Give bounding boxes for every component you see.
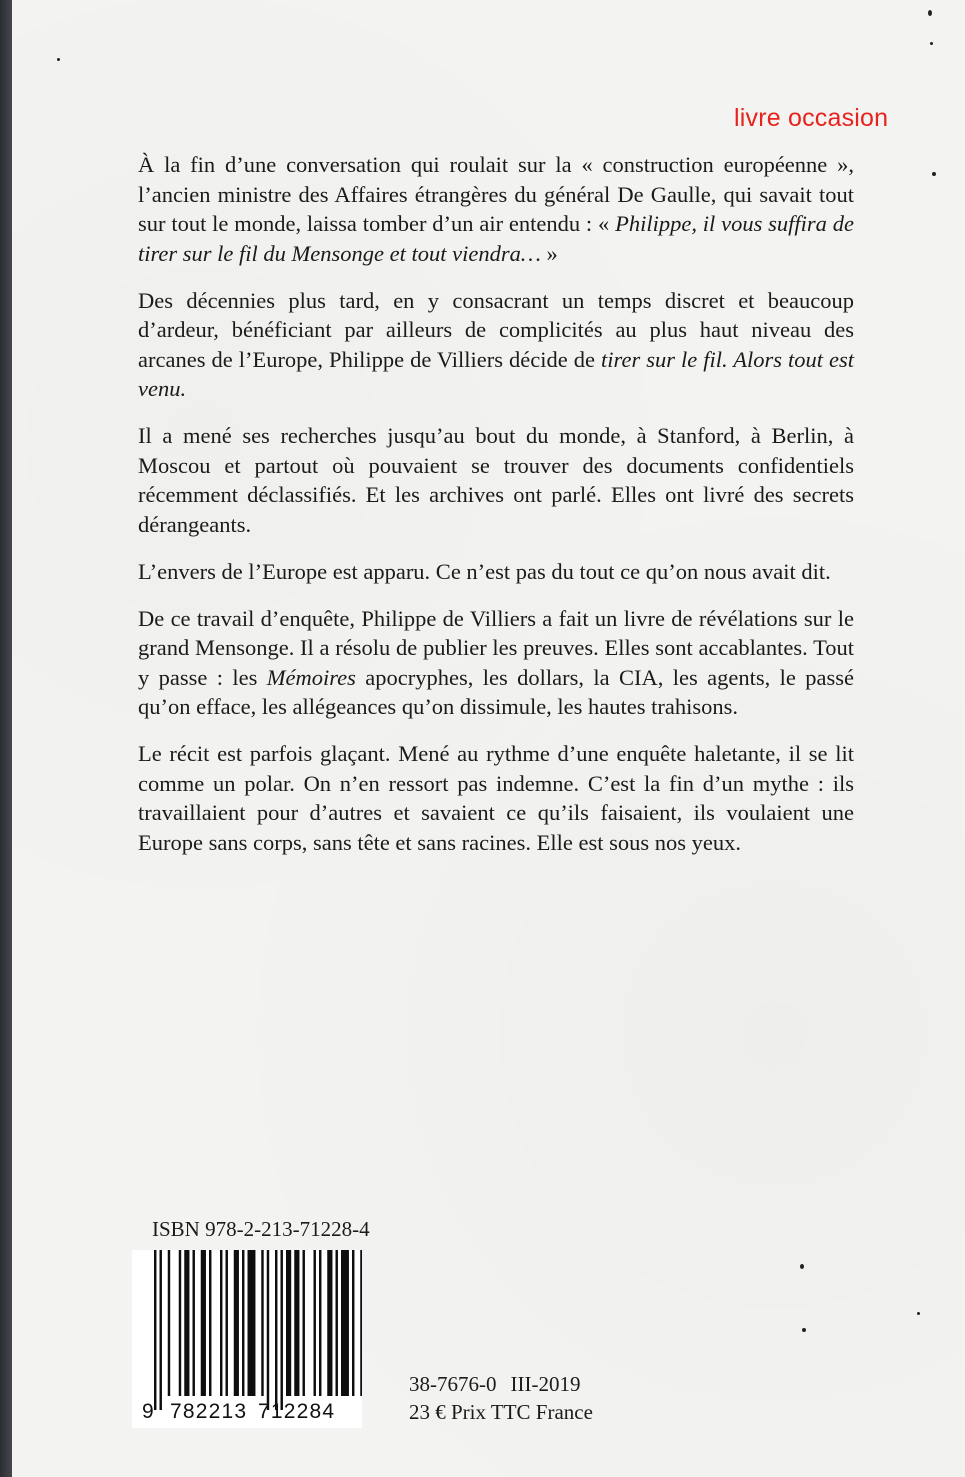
barcode-bar <box>234 1250 239 1396</box>
dust-speck <box>928 10 932 16</box>
blurb-paragraph-3: Il a mené ses recherches jusqu’au bout du monde, à Stanford, à Berlin, à Moscou et partout où pouvaient se trouver des documents confidentiels récemment déclassifiés. Et les archives ont parlé. Elles ont livré des secrets dérangeants. <box>138 423 854 537</box>
used-book-label: livre occasion <box>734 104 889 132</box>
barcode-graphic <box>132 1250 362 1428</box>
barcode-bar <box>341 1250 349 1396</box>
back-cover-blurb <box>138 150 854 875</box>
dust-speck <box>800 1264 804 1269</box>
barcode-bar <box>168 1250 170 1396</box>
barcode-bar <box>179 1250 181 1396</box>
barcode-bar <box>154 1250 156 1410</box>
barcode-bar <box>184 1250 189 1396</box>
blurb-p2-text: Des décennies plus tard, en y consacrant un temps discret et beaucoup d’ardeur, bénéficiant par ailleurs de complicités au plus haut niveau des arcanes de l’Europe, Philippe de Villiers décide de <box>138 287 854 372</box>
barcode-bar <box>360 1250 362 1396</box>
barcode-bar <box>220 1250 222 1396</box>
barcode-bar <box>209 1250 211 1396</box>
barcode-digits-left: 782213 <box>170 1400 248 1423</box>
barcode-bar <box>281 1250 283 1410</box>
barcode-digit-first: 9 <box>142 1400 154 1423</box>
blurb-p2-italic: tirer sur le fil. Alors tout est venu. <box>138 346 854 401</box>
barcode-bar <box>201 1250 206 1396</box>
blurb-paragraph-1 <box>138 150 854 268</box>
dust-speck <box>932 172 936 176</box>
barcode-bar <box>275 1250 277 1410</box>
blurb-p5-italic: Mémoires <box>266 664 356 690</box>
dust-speck <box>57 58 60 61</box>
dust-speck <box>930 42 933 45</box>
blurb-p1-close: » <box>540 240 558 266</box>
barcode-digits-right: 712284 <box>258 1400 336 1423</box>
blurb-paragraph-2 <box>138 286 854 404</box>
barcode-bar <box>286 1250 291 1396</box>
barcode-bar <box>160 1250 162 1410</box>
blurb-paragraph-5 <box>138 604 854 722</box>
blurb-p5-text: De ce travail d’enquête, Philippe de Villiers a fait un livre de révélations sur le grand Mensonge. Il a résolu de publier les preuves. Elles sont accablantes. Tout y passe : les <box>138 605 854 690</box>
back-cover <box>12 0 965 1477</box>
barcode-bar <box>242 1250 244 1396</box>
dust-speck <box>802 1328 806 1332</box>
publisher-info <box>409 1370 593 1426</box>
barcode-bar <box>319 1250 321 1396</box>
publisher-code-line <box>409 1370 593 1398</box>
barcode-bar <box>193 1250 195 1396</box>
publisher-code: 38-7676-0 <box>409 1372 497 1396</box>
barcode-bar <box>294 1250 299 1396</box>
barcode-bar <box>336 1250 338 1396</box>
barcode-bar <box>226 1250 228 1396</box>
barcode-bar <box>248 1250 256 1396</box>
blurb-paragraph-6: Le récit est parfois glaçant. Mené au rythme d’une enquête haletante, il se lit comme un polar. On n’en ressort pas indemne. C’est la fin d’un mythe : ils travaillaient pour d’autres et savaient ce qu’ils faisaient, ils voulaient une Europe sans corps, sans tête et sans racines. Elle est sous nos yeux. <box>138 741 854 855</box>
price-line: 23 € Prix TTC France <box>409 1400 593 1424</box>
dust-speck <box>917 1312 920 1315</box>
blurb-p1-text: À la fin d’une conversation qui roulait sur la « construction européenne », l’ancien ministre des Affaires étrangères du général De Gaulle, qui savait tout sur tout le monde, laissa tomber d’un air entendu : « <box>138 152 854 236</box>
barcode-bar <box>267 1250 269 1410</box>
publication-date: III-2019 <box>510 1372 581 1396</box>
isbn-label: ISBN 978-2-213-71228-4 <box>152 1217 370 1241</box>
barcode-bar <box>261 1250 263 1396</box>
blurb-p1-quote: Philippe, il vous suffira de tirer sur le fil du Mensonge et tout viendra… <box>138 211 854 266</box>
blurb-p5-text-end: apocryphes, les dollars, la CIA, les agents, le passé qu’on efface, les allégeances qu’on dissimule, les hautes trahisons. <box>138 664 854 719</box>
barcode-bar <box>352 1250 354 1396</box>
barcode-bar <box>327 1250 332 1396</box>
ean-barcode <box>132 1250 362 1428</box>
blurb-paragraph-4: L’envers de l’Europe est apparu. Ce n’est pas du tout ce qu’on nous avait dit. <box>138 558 831 584</box>
barcode-bar <box>303 1250 305 1396</box>
barcode-bar <box>314 1250 316 1396</box>
